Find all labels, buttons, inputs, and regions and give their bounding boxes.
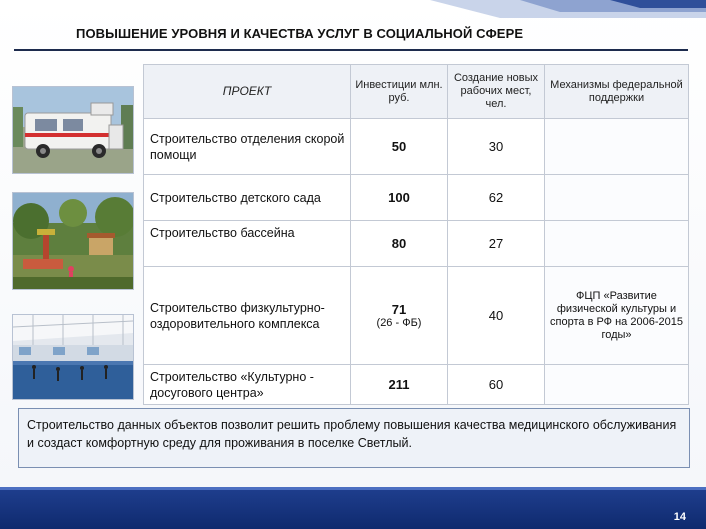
investment-value (351, 267, 448, 365)
kindergarten-playground-photo (12, 192, 134, 290)
table-header-row (144, 65, 689, 119)
investment-amount: 50 (391, 139, 407, 154)
jobs-value: 30 (448, 119, 545, 175)
investment-amount: 211 (388, 377, 410, 392)
investment-amount: 100 (388, 190, 410, 205)
sports-hall-photo (12, 314, 134, 400)
investment-note: (26 - ФБ) (376, 317, 422, 329)
mechanism-cell-empty (545, 175, 689, 221)
header-investment: Инвестиции млн. руб. (351, 65, 448, 119)
footer-bar (0, 487, 706, 529)
project-name: Строительство бассейна (144, 221, 351, 267)
page-title: ПОВЫШЕНИЕ УРОВНЯ И КАЧЕСТВА УСЛУГ В СОЦИАЛЬНОЙ СФЕРЕ (76, 26, 524, 41)
federal-program-cell: ФЦП «Развитие физической культуры и спорта в РФ на 2006-2015 годы» (545, 267, 689, 365)
investment-amount: 71 (391, 302, 407, 317)
mechanism-cell-empty (545, 221, 689, 267)
project-name: Строительство детского сада (144, 175, 351, 221)
table-row (144, 119, 689, 175)
top-decoration (0, 0, 706, 18)
project-name: Строительство «Культурно - досугового центра» (144, 365, 351, 405)
investment-value (351, 175, 448, 221)
project-name: Строительство отделения скорой помощи (144, 119, 351, 175)
projects-table (143, 64, 689, 405)
ambulance-photo (12, 86, 134, 174)
header-project: ПРОЕКТ (144, 65, 351, 119)
page-number: 14 (673, 511, 686, 523)
header-jobs: Создание новых рабочих мест, чел. (448, 65, 545, 119)
investment-value (351, 221, 448, 267)
title-underline (14, 49, 688, 51)
table-row (144, 221, 689, 267)
project-name: Строительство физкультурно-оздоровительного комплекса (144, 267, 351, 365)
footer-highlight (0, 487, 706, 490)
investment-amount: 80 (391, 236, 407, 251)
jobs-value: 62 (448, 175, 545, 221)
table-row (144, 267, 689, 365)
header-mechanisms: Механизмы федеральной поддержки (545, 65, 689, 119)
mechanism-cell-empty (545, 365, 689, 405)
mechanism-cell-empty (545, 119, 689, 175)
table-row (144, 365, 689, 405)
jobs-value: 40 (448, 267, 545, 365)
investment-value (351, 365, 448, 405)
investment-value (351, 119, 448, 175)
summary-box: Строительство данных объектов позволит решить проблему повышения качества медицинского обслуживания и создаст комфортную среду для проживания в поселке Светлый. (18, 408, 690, 468)
table-row (144, 175, 689, 221)
jobs-value: 27 (448, 221, 545, 267)
jobs-value: 60 (448, 365, 545, 405)
